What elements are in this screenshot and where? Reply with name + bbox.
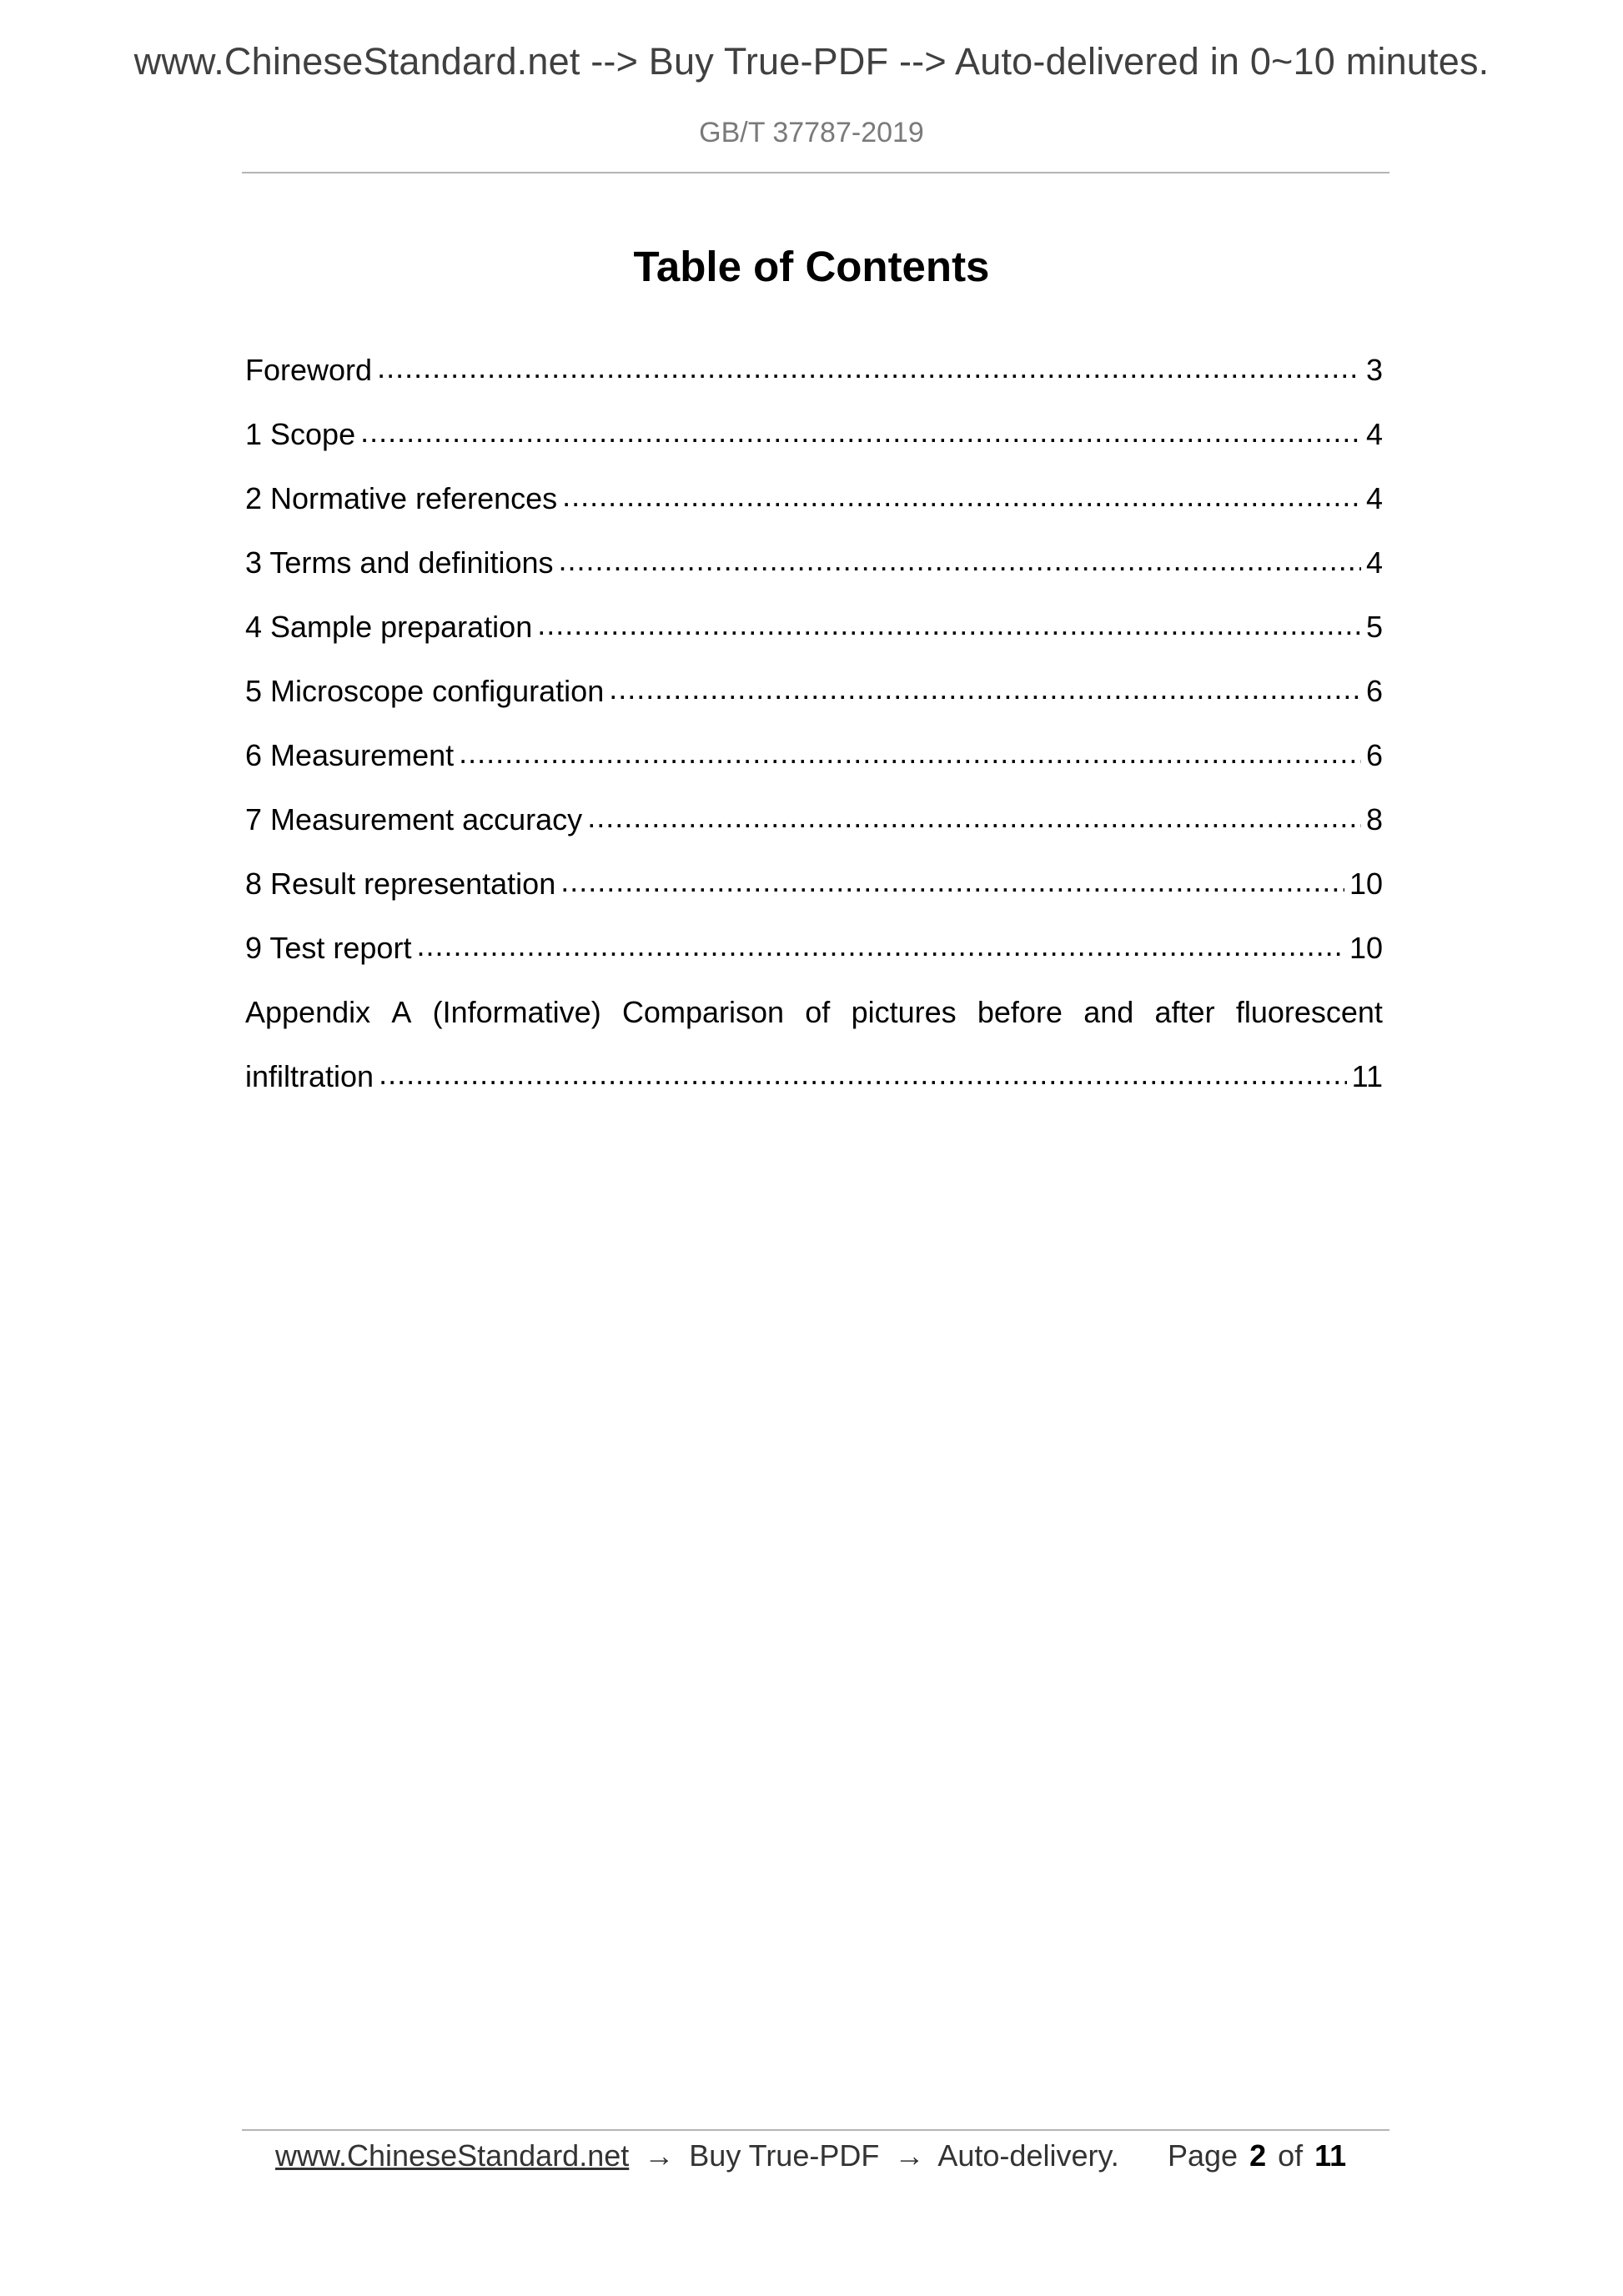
toc-entry-page: 4 — [1365, 416, 1383, 451]
toc-entry-page: 10 — [1349, 930, 1383, 965]
appendix-word: Appendix — [245, 994, 371, 1029]
toc-entry-page: 4 — [1365, 545, 1383, 580]
page-footer — [242, 2131, 1389, 2181]
arrow-right-icon: → — [644, 2138, 675, 2173]
current-page-number: 2 — [1249, 2138, 1267, 2173]
toc-entry-page: 10 — [1349, 866, 1383, 901]
toc-entry-scope[interactable] — [245, 402, 1383, 466]
toc-entry-label: 1 Scope — [245, 416, 356, 451]
page-title: Table of Contents — [633, 243, 990, 290]
toc-entry-label: 3 Terms and definitions — [245, 545, 554, 580]
page-indicator — [1168, 2131, 1358, 2181]
toc-entry-page: 11 — [1351, 1058, 1383, 1093]
toc-entry-label: Foreword — [245, 352, 373, 387]
appendix-word: Comparison — [621, 994, 785, 1029]
delivery-text: Auto-delivery. — [937, 2138, 1119, 2173]
toc-entry-label: 8 Result representation — [245, 866, 556, 901]
toc-entry-microscope-configuration[interactable] — [245, 659, 1383, 723]
toc-entry-label: 4 Sample preparation — [245, 609, 533, 644]
toc-entry-label: 6 Measurement — [245, 737, 455, 772]
toc-entry-label: infiltration — [245, 1058, 374, 1093]
dot-leader — [377, 354, 1361, 387]
dot-leader — [537, 610, 1361, 644]
header-divider — [242, 172, 1389, 173]
toc-entry-appendix-a-line1[interactable] — [245, 980, 1383, 1044]
toc-entry-label: 9 Test report — [245, 930, 412, 965]
toc-entry-page: 6 — [1365, 673, 1383, 708]
toc-entry-normative-references[interactable] — [245, 466, 1383, 530]
toc-entry-appendix-a-line2[interactable] — [245, 1044, 1383, 1108]
dot-leader — [559, 546, 1361, 580]
toc-entry-label: 5 Microscope configuration — [245, 673, 605, 708]
appendix-word: A — [391, 994, 412, 1029]
of-word: of — [1278, 2138, 1304, 2173]
toc-entry-page: 5 — [1365, 609, 1383, 644]
toc-entry-page: 6 — [1365, 737, 1383, 772]
dot-leader — [379, 1060, 1347, 1093]
dot-leader — [560, 867, 1344, 901]
appendix-word: (Informative) — [432, 994, 601, 1029]
page-word: Page — [1168, 2138, 1239, 2173]
website-link[interactable]: www.ChineseStandard.net — [275, 2138, 630, 2173]
toc-entry-label: 7 Measurement accuracy — [245, 801, 583, 837]
toc-entry-page: 3 — [1365, 352, 1383, 387]
toc-entry-foreword[interactable] — [245, 338, 1383, 402]
arrow-right-icon: → — [894, 2138, 925, 2173]
appendix-word: after — [1154, 994, 1215, 1029]
toc-entry-result-representation[interactable] — [245, 852, 1383, 916]
appendix-word: of — [805, 994, 831, 1029]
dot-leader — [360, 418, 1361, 451]
dot-leader — [587, 803, 1361, 837]
toc-entry-test-report[interactable] — [245, 916, 1383, 980]
toc-entry-measurement-accuracy[interactable] — [245, 787, 1383, 852]
document-code: GB/T 37787-2019 — [699, 117, 924, 148]
footer-links — [275, 2131, 1119, 2181]
toc-entry-page: 4 — [1365, 480, 1383, 515]
toc-entry-measurement[interactable] — [245, 723, 1383, 787]
dot-leader — [416, 932, 1344, 965]
top-banner: www.ChineseStandard.net --> Buy True-PDF --> Auto-delivered in 0~10 minutes. — [133, 40, 1490, 83]
appendix-word: fluorescent — [1235, 994, 1383, 1029]
toc-entry-terms-and-definitions[interactable] — [245, 530, 1383, 595]
dot-leader — [609, 675, 1361, 708]
buy-text: Buy True-PDF — [689, 2138, 880, 2173]
appendix-word: pictures — [851, 994, 957, 1029]
dot-leader — [459, 739, 1361, 772]
total-pages-number: 11 — [1314, 2138, 1347, 2173]
dot-leader — [562, 482, 1361, 515]
toc-entry-page: 8 — [1365, 801, 1383, 837]
table-of-contents — [245, 338, 1383, 1108]
appendix-word: before — [977, 994, 1063, 1029]
appendix-word: and — [1083, 994, 1134, 1029]
toc-entry-label: 2 Normative references — [245, 480, 558, 515]
toc-entry-sample-preparation[interactable] — [245, 595, 1383, 659]
